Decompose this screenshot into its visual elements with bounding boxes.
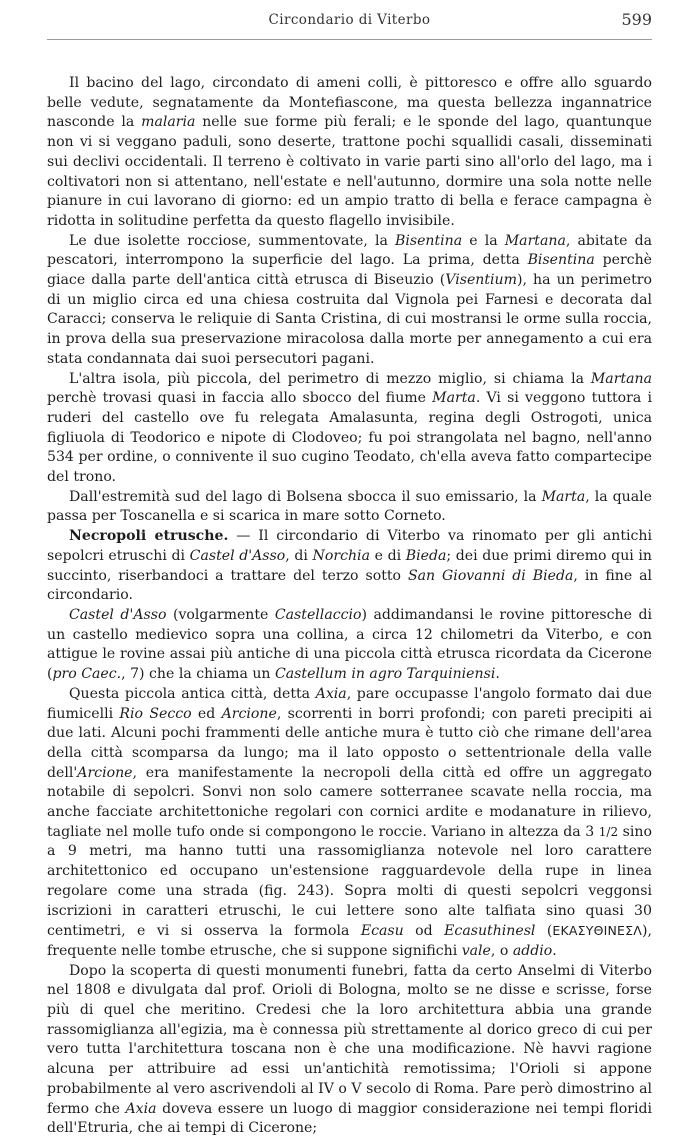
text-run: , o: [490, 942, 513, 959]
text-run: , scorrenti in borri profondi; con pareti precipiti ai due lati. Alcuni pochi frammenti delle antiche mura è tutto ciò che rimane dell'area della città scomparsa da lungo; ma il lato opposto o settentrionale della valle dell': [47, 705, 653, 781]
etruscan-inscription: ΕΚΑΣΥΘΙΝΕΣΛ: [552, 923, 643, 939]
text-run: ), frequente nelle tombe etrusche, che si suppone significhi: [47, 923, 652, 959]
text-run: (volgarmente: [166, 606, 275, 623]
italic-text: Bieda: [405, 547, 447, 564]
italic-text: Arcione: [221, 705, 277, 722]
italic-text: Martana: [504, 232, 566, 249]
italic-text: Marta: [541, 488, 586, 505]
text-run: , pare occupasse l'angolo formato dai due fiumicelli: [47, 685, 652, 722]
italic-text: Martana: [590, 370, 652, 387]
paragraph: [47, 527, 652, 606]
text-run: ) addimandansi le rovine pittoresche di un castello medievico sopra una collina, a circa 12 chilometri da Viterbo, e con attigue le rovine assai più antiche di una piccola città etrusca ricordata da Cicerone (: [47, 606, 652, 683]
italic-text: Ecasuthinesl: [444, 923, 536, 940]
running-header: [47, 9, 652, 40]
text-run: , abitate da pescatori, interrompono la superficie del lago. La prima, detta: [47, 232, 652, 269]
italic-text: Axia: [125, 1100, 157, 1117]
italic-text: Marta: [432, 390, 476, 407]
paragraph: [47, 74, 652, 232]
text-run: ), ha un perimetro di un miglio circa ed una chiesa costruita dal Vignola pei Farnesi e decorata dal Caracci; conserva le reliquie di Santa Cristina, di cui mostransi le orme sulla roccia, in prova della sua preservazione miracolosa dalla morte per annegamento a cui era stata condannata dai suoi persecutori pagani.: [47, 272, 652, 367]
paragraph: [47, 606, 652, 685]
header-title: Circondario di Viterbo: [268, 12, 431, 28]
italic-text: pro Caec.: [52, 666, 122, 683]
text-run: , 7) che la chiama un: [121, 666, 275, 683]
text-run: .: [495, 666, 500, 683]
italic-text: Castel d'Asso: [189, 547, 286, 564]
italic-text: Axia: [315, 685, 347, 702]
text-run: , era manifestamente la necropoli della città ed offre un aggregato notabile di sepolcri. Sonvi non solo camere sotterranee scavate nella roccia, ma anche facciate architettoniche regolari con cornici ardite e modanature in rilievo, tagliate nel molle tufo onde si compongono le roccie. Variano in altezza da 3: [47, 764, 652, 840]
text-run: , in fine al circondario.: [47, 567, 653, 604]
paragraph: [47, 962, 652, 1139]
italic-text: Castel d'Asso: [69, 606, 167, 623]
text-run: nelle sue forme più ferali; e le sponde del lago, quantunque non vi si veggano paduli, sono deserte, trattone pochi squallidi casali, disseminati sui declivi occidentali. Il terreno è coltivato in varie parti sino all'orlo del lago, ma i coltivatori non si attentano, nell'estate e nell'autunno, dormire una sola notte nelle pianure in cui lavorano di giorno: ed un ampio tratto di bella e ferace campagna è ridotta in solitudine perfetta da questo flagello invisibile.: [47, 114, 652, 229]
text-run: sino a 9 metri, ma hanno tutti una rassomiglianza notevole nel loro carattere architettonico ed occupano un'estensione ragguardevole della rupe in linea regolare come una strada (fig. 243). Sopra molti di questi sepolcri veggonsi iscrizioni in caratteri etruschi, le cui lettere sono alte talfiata sino quasi 30 centimetri, e vi si osserva la formola: [47, 823, 652, 940]
paragraph: [47, 232, 652, 370]
italic-text: Castellum in agro Tarquiniensi: [274, 666, 496, 683]
italic-text: Castellaccio: [274, 606, 362, 623]
text-run: doveva essere un luogo di maggior considerazione nei tempi floridi dell'Etruria, che ai tempi di Cicerone;: [47, 1100, 652, 1137]
italic-text: addio: [512, 942, 553, 959]
text-run: . Vi si veggono tuttora i ruderi del castello ove fu relegata Amalasunta, regina degli Ostrogoti, unica figliuola di Teodorico e nipote di Clodoveo; fu poi strangolata nel bagno, nell'anno 534 per ordine, o connivente il suo cugino Teodato, ch'ella aveva fatto compartecipe del trono.: [47, 390, 652, 486]
text-run: Dall'estremità sud del lago di Bolsena sbocca il suo emissario, la: [69, 488, 542, 505]
page-number: 599: [621, 10, 652, 29]
italic-text: Visentium: [445, 272, 517, 289]
text-run: Le due isolette rocciose, summentovate, la: [69, 232, 395, 249]
text-run: (: [535, 923, 553, 940]
paragraph: [47, 488, 652, 527]
italic-text: Arcione: [77, 764, 133, 781]
text-run: Dopo la scoperta di questi monumenti funebri, fatta da certo Anselmi di Viterbo nel 1808 e divulgata dal prof. Orioli di Bologna, molto se ne disse e scrisse, forse più di quel che meritino. Credesi che la loro architettura abbia una grande rassomiglianza all'egizia, ma è connessa più strettamente al dorico greco di cui per vero tutta l'architettura toscana non è che una modificazione. Nè havvi ragione alcuna per attribuire ad essi un'antichità remotissima; l'Orioli si appone probabilmente al vero ascrivendoli al IV o V secolo di Roma. Pare però dimostrino al fermo che: [47, 962, 652, 1117]
text-run: perchè giace dalla parte dell'antica città etrusca di Biseuzio (: [47, 252, 652, 289]
italic-text: Rio Secco: [119, 705, 192, 722]
text-run: Questa piccola antica città, detta: [69, 685, 316, 702]
italic-text: Bisentina: [394, 232, 463, 249]
text-run: e di: [369, 547, 406, 564]
text-run: Il bacino del lago, circondato di ameni colli, è pittoresco e offre allo sguardo belle vedute, segnatamente da Montefiascone, ma questa bellezza ingannatrice nasconde la: [47, 75, 652, 131]
italic-text: Bisentina: [527, 252, 595, 269]
body-text: [47, 74, 652, 1139]
text-run: ; dei due primi diremo qui in succinto, riserbandoci a trattare del terzo sotto: [47, 547, 652, 584]
text-run: — Il circondario di Viterbo va rinomato per gli antichi sepolcri etruschi di: [47, 528, 652, 564]
fraction: 1/2: [598, 824, 619, 839]
section-heading: Necropoli etrusche.: [69, 528, 229, 545]
text-run: L'altra isola, più piccola, del perimetro di mezzo miglio, si chiama la: [69, 370, 591, 387]
text-run: , di: [285, 547, 313, 564]
italic-text: Ecasu: [360, 923, 404, 940]
paragraph: [47, 685, 652, 962]
text-run: perchè trovasi quasi in faccia allo sbocco del fiume: [47, 390, 433, 407]
italic-text: vale: [461, 942, 491, 959]
italic-text: Norchia: [312, 547, 370, 564]
text-run: ed: [191, 705, 222, 722]
text-run: e la: [462, 232, 505, 249]
paragraph: [47, 370, 652, 488]
text-run: .: [552, 942, 557, 959]
text-run: od: [403, 923, 445, 940]
text-run: , la quale passa per Toscanella e si scarica in mare sotto Corneto.: [47, 488, 653, 525]
italic-text: San Giovanni di Bieda: [407, 567, 574, 584]
italic-text: malaria: [141, 114, 196, 131]
